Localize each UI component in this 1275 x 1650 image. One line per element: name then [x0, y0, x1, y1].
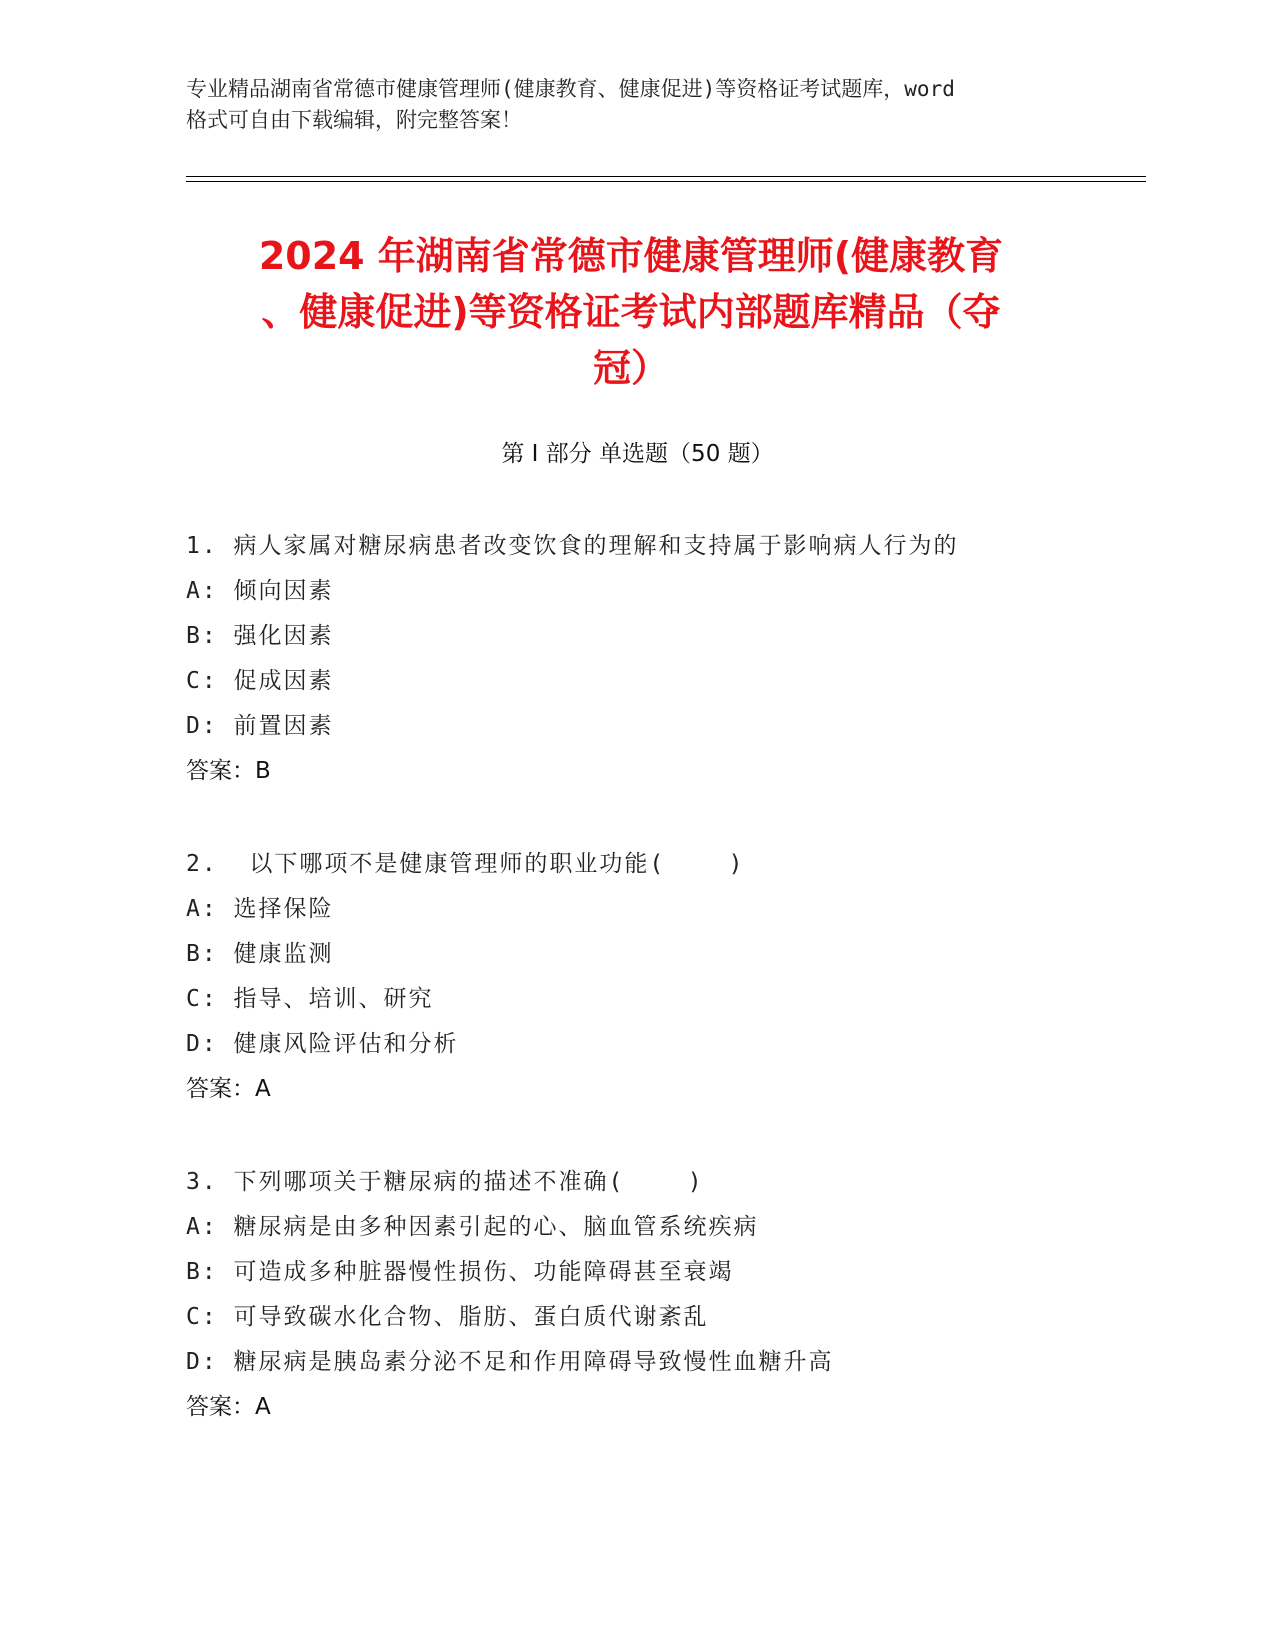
- header-line-1: 专业精品湖南省常德市健康管理师(健康教育、健康促进)等资格证考试题库，word: [186, 77, 955, 101]
- document-header: [186, 74, 1086, 136]
- question-stem: 3. 下列哪项关于糖尿病的描述不准确( ): [186, 1169, 704, 1195]
- title-line-1: 2024 年湖南省常德市健康管理师(健康教育: [258, 234, 1004, 278]
- question-stem: 2. 以下哪项不是健康管理师的职业功能( ): [186, 851, 745, 877]
- question-stem: 1. 病人家属对糖尿病患者改变饮食的理解和支持属于影响病人行为的: [186, 533, 959, 559]
- title-line-2: 、健康促进)等资格证考试内部题库精品（夺: [261, 290, 1001, 334]
- option-d: D: 前置因素: [186, 713, 334, 739]
- header-line-2: 格式可自由下载编辑，附完整答案！: [186, 108, 522, 132]
- option-c: C: 指导、培训、研究: [186, 986, 434, 1012]
- option-a: A: 糖尿病是由多种因素引起的心、脑血管系统疾病: [186, 1214, 759, 1240]
- answer: 答案：A: [186, 1394, 271, 1420]
- option-a: A: 倾向因素: [186, 578, 334, 604]
- answer: 答案：B: [186, 758, 271, 784]
- option-b: B: 健康监测: [186, 941, 334, 967]
- section-title: 第 I 部分 单选题（50 题）: [501, 441, 774, 467]
- option-c: C: 可导致碳水化合物、脂肪、蛋白质代谢紊乱: [186, 1304, 709, 1330]
- question-1: [186, 524, 1136, 794]
- answer: 答案：A: [186, 1076, 271, 1102]
- option-c: C: 促成因素: [186, 668, 334, 694]
- document-title: [186, 228, 1076, 396]
- header-divider-top: [186, 176, 1146, 177]
- header-divider-bottom: [186, 181, 1146, 182]
- option-d: D: 糖尿病是胰岛素分泌不足和作用障碍导致慢性血糖升高: [186, 1349, 834, 1375]
- option-b: B: 强化因素: [186, 623, 334, 649]
- option-a: A: 选择保险: [186, 896, 334, 922]
- option-b: B: 可造成多种脏器慢性损伤、功能障碍甚至衰竭: [186, 1259, 734, 1285]
- option-d: D: 健康风险评估和分析: [186, 1031, 459, 1057]
- title-line-3: 冠）: [592, 346, 669, 390]
- question-3: [186, 1160, 1136, 1430]
- question-2: [186, 842, 1136, 1112]
